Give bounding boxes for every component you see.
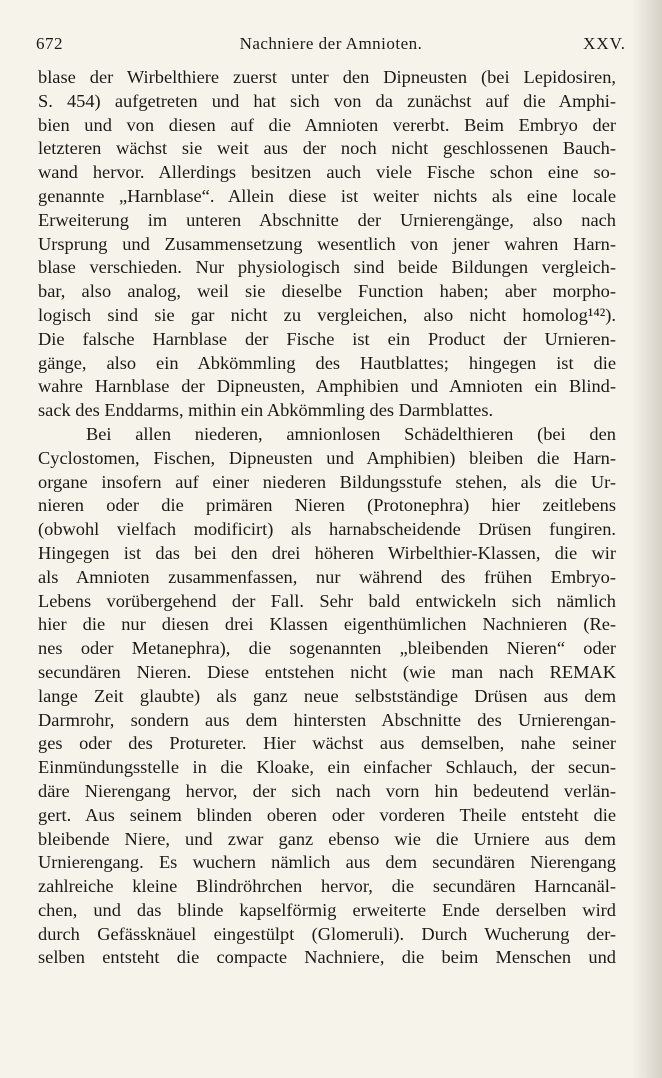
chapter-number: XXV. [583,34,626,53]
text-line: durch Gefässknäuel eingestülpt (Glomeruli). Durch Wucherung der- [38,923,616,944]
text-line: bar, also analog, weil sie dieselbe Function haben; aber morpho- [38,281,616,302]
text-line: Erweiterung im unteren Abschnitte der Urnierengänge, also nach [38,209,616,230]
text-line: ges oder des Protureter. Hier wächst aus demselben, nahe seiner [38,733,616,754]
text-line: nes oder Metanephra), die sogenannten „bleibenden Nieren“ oder [38,638,616,659]
text-line: letzteren wächst sie weit aus der noch nicht geschlossenen Bauch- [38,138,616,159]
text-line: chen, und das blinde kapselförmig erweiterte Ende derselben wird [38,899,616,920]
text-line: Bei allen niederen, amnionlosen Schädelthieren (bei den [86,423,616,444]
text-line: lange Zeit glaubte) als ganz neue selbstständige Drüsen aus dem [38,685,616,706]
text-line: zahlreiche kleine Blindröhrchen hervor, die secundären Harncanäl- [38,876,616,897]
text-line: sack des Enddarms, mithin ein Abkömmling des Darmblattes. [38,400,494,421]
text-line: genannte „Harnblase“. Allein diese ist weiter nichts als eine locale [38,185,616,206]
text-line: gert. Aus seinem blinden oberen oder vorderen Theile entsteht die [38,804,616,825]
running-header [36,34,626,58]
running-title: Nachniere der Amnioten. [239,34,423,53]
text-line: secundären Nieren. Diese entstehen nicht (wie man nach REMAK [38,661,616,682]
text-line: wahre Harnblase der Dipneusten, Amphibien und Amnioten ein Blind- [38,376,616,397]
page-edge-shadow [632,0,662,1078]
text-line: selben entsteht die compacte Nachniere, die beim Menschen und [38,947,616,968]
text-line: hier die nur diesen drei Klassen eigenthümlichen Nachnieren (Re- [38,614,616,635]
text-line: Darmrohr, sondern aus dem hintersten Abschnitte des Urnierengan- [38,709,616,730]
text-line: Lebens vorübergehend der Fall. Sehr bald entwickeln sich nämlich [38,590,616,611]
text-line: Die falsche Harnblase der Fische ist ein Product der Urnieren- [38,328,616,349]
text-line: bleibende Niere, und zwar ganz ebenso wie die Urniere aus dem [38,828,616,849]
text-line: Cyclostomen, Fischen, Dipneusten und Amphibien) bleiben die Harn- [38,447,616,468]
text-line: organe insofern auf einer niederen Bildungsstufe stehen, als die Ur- [38,471,616,492]
text-line: logisch sind sie gar nicht zu vergleichen, also nicht homolog¹⁴²). [38,304,616,325]
body-text [38,66,616,970]
text-line: blase der Wirbelthiere zuerst unter den Dipneusten (bei Lepidosiren, [38,67,616,87]
text-line: blase verschieden. Nur physiologisch sind beide Bildungen vergleich- [38,257,616,278]
text-line: (obwohl vielfach modificirt) als harnabscheidende Drüsen fungiren. [38,519,616,540]
text-line: bien und von diesen auf die Amnioten vererbt. Beim Embryo der [38,114,616,135]
text-line: Hingegen ist das bei den drei höheren Wirbelthier-Klassen, die wir [38,542,616,563]
text-line: nieren oder die primären Nieren (Protonephra) hier zeitlebens [38,495,616,516]
text-line: Einmündungsstelle in die Kloake, ein einfacher Schlauch, der secun- [38,757,616,778]
page-number: 672 [36,34,63,53]
text-line: Urnierengang. Es wuchern nämlich aus dem secundären Nierengang [38,852,616,873]
text-line: wand hervor. Allerdings besitzen auch viele Fische schon eine so- [38,162,616,183]
text-line: als Amnioten zusammenfassen, nur während des frühen Embryo- [38,566,616,587]
text-line: gänge, also ein Abkömmling des Hautblattes; hingegen ist die [38,352,616,373]
text-line: S. 454) aufgetreten und hat sich von da zunächst auf die Amphi- [38,90,616,111]
text-line: däre Nierengang hervor, der sich nach vorn hin bedeutend verlän- [38,780,616,801]
text-line: Ursprung und Zusammensetzung wesentlich von jener wahren Harn- [38,233,616,254]
